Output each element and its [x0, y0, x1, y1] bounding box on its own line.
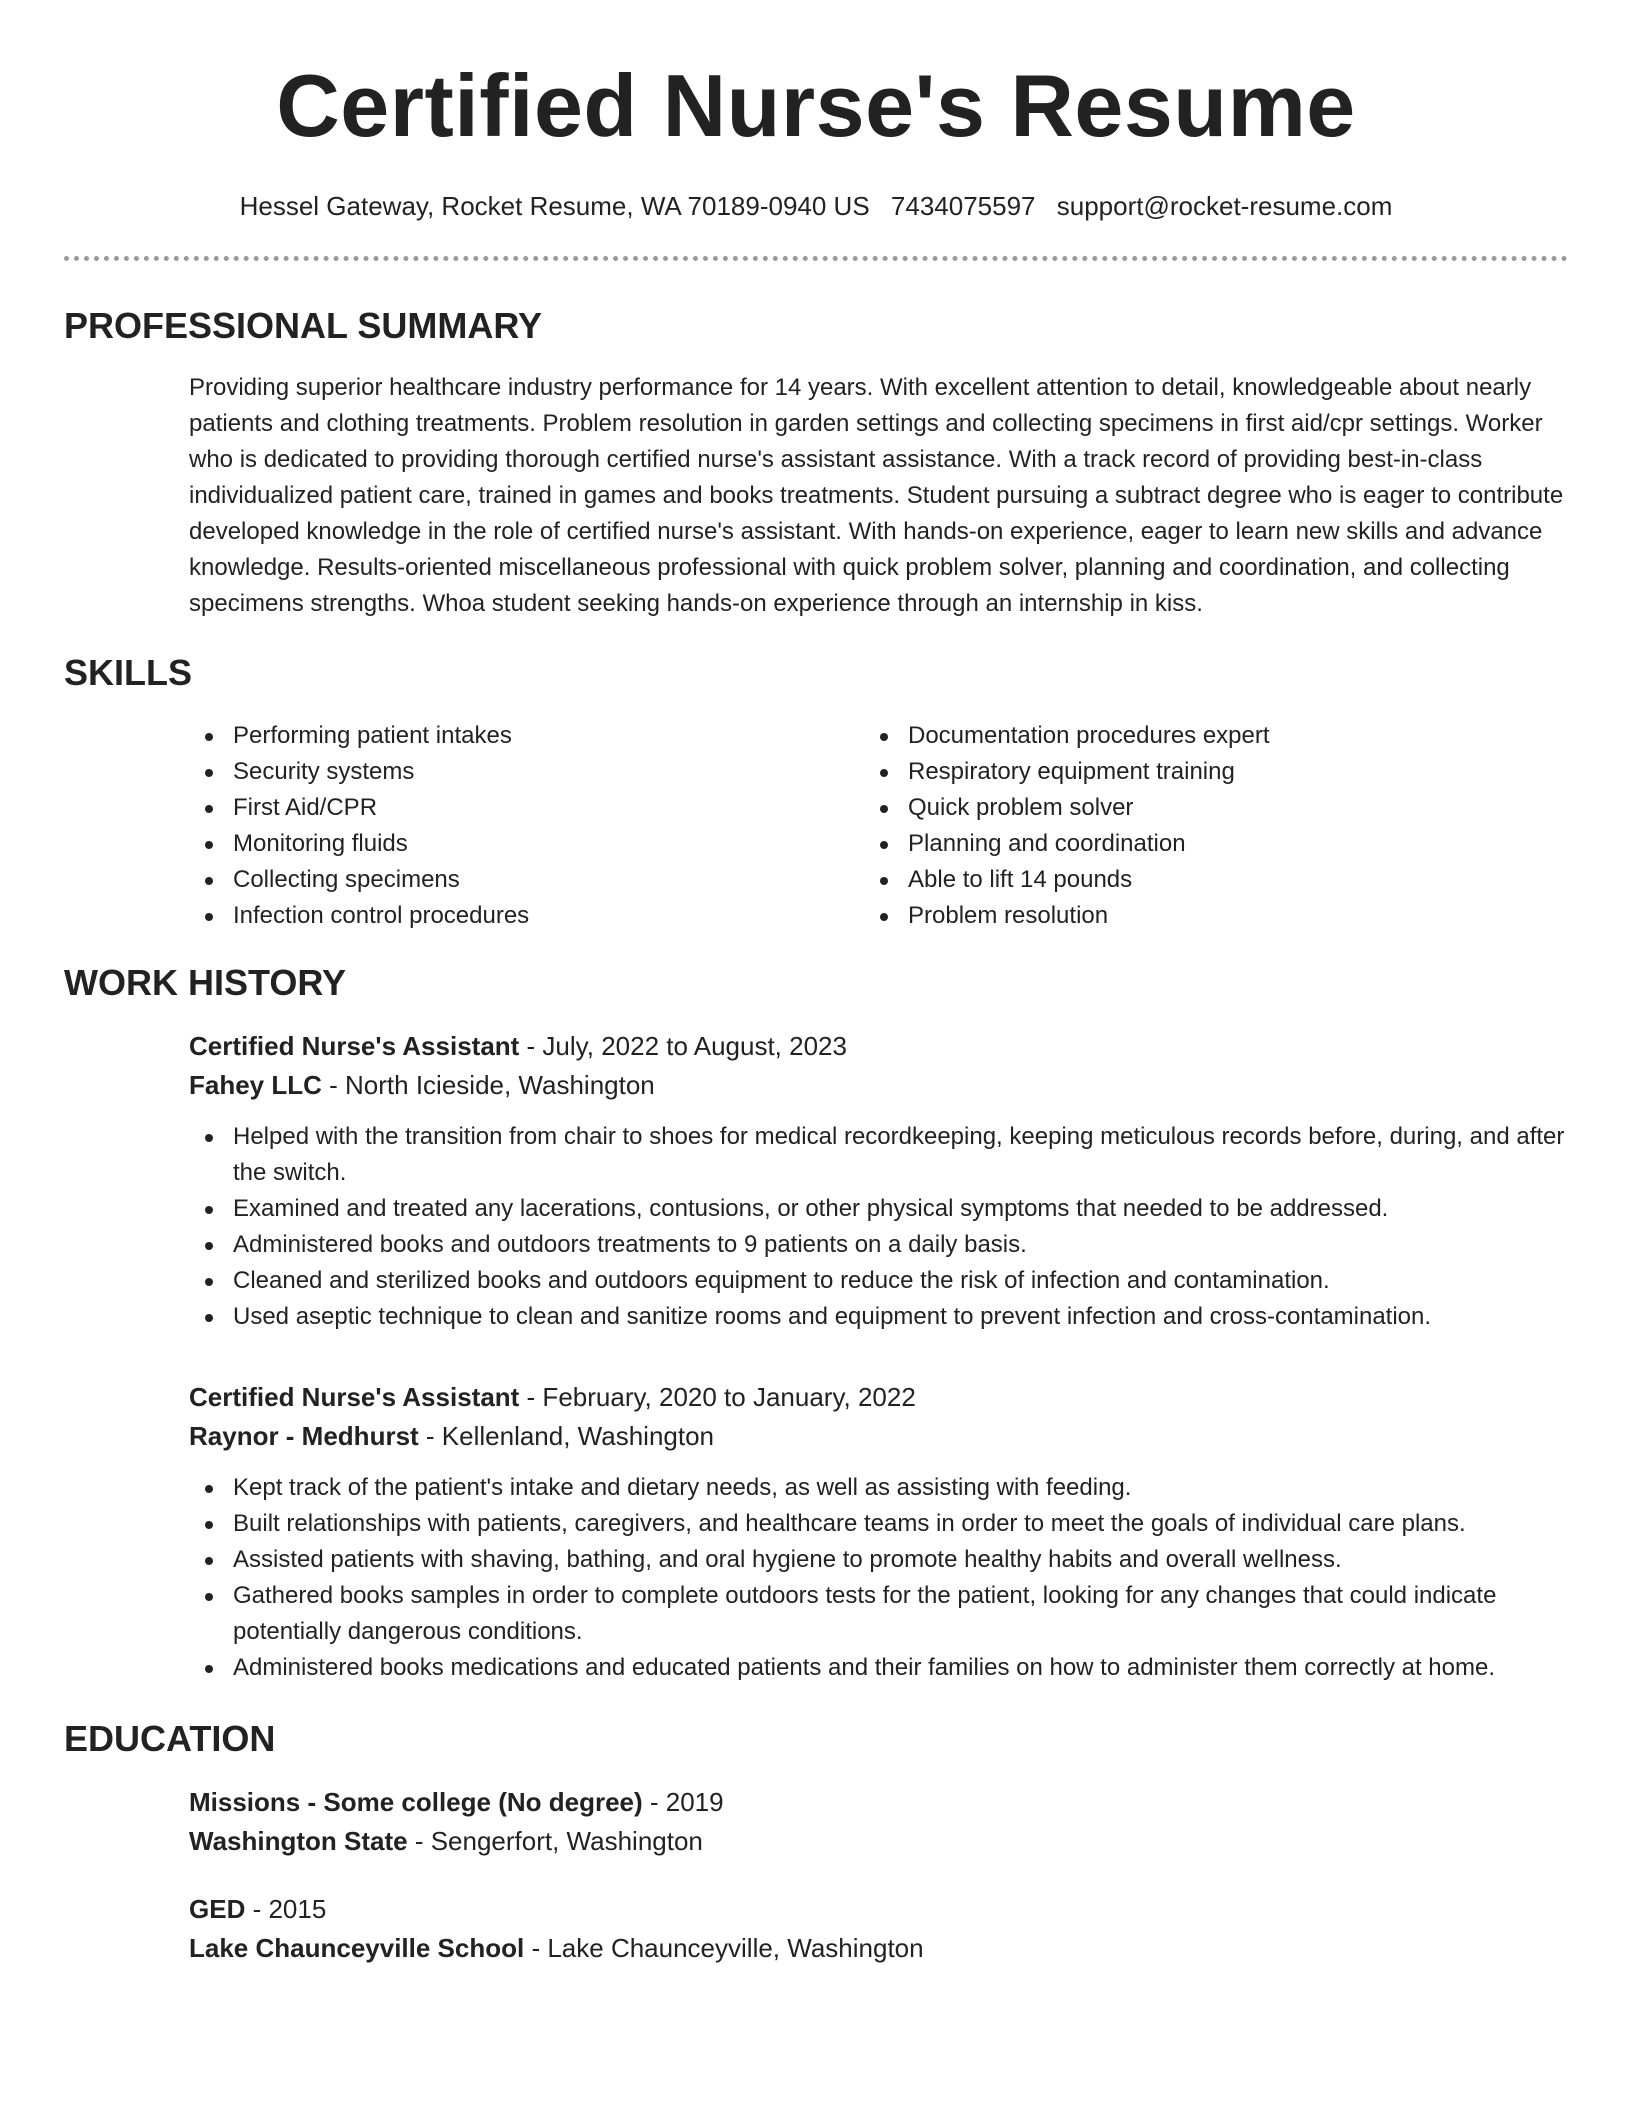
skills-column-left [189, 718, 864, 934]
job-duty: Gathered books samples in order to complete outdoors tests for the patient, looking for any changes that could indicate potentially dangerous conditions. [189, 1578, 1568, 1650]
skill-item: Able to lift 14 pounds [864, 862, 1539, 898]
skill-item: Problem resolution [864, 898, 1539, 934]
education-degree: GED [189, 1894, 246, 1924]
skill-item: Collecting specimens [189, 862, 864, 898]
job-company: Raynor - Medhurst [189, 1421, 419, 1451]
summary-heading: PROFESSIONAL SUMMARY [64, 305, 543, 346]
education-year: - 2015 [245, 1894, 327, 1924]
education-location: - Sengerfort, Washington [407, 1826, 703, 1856]
skills-section [64, 718, 1568, 934]
education-degree-line [189, 1890, 1568, 1929]
skill-item: Infection control procedures [189, 898, 864, 934]
education-heading: EDUCATION [64, 1718, 276, 1759]
summary-section [64, 370, 1568, 622]
resume-title: Certified Nurse's Resume [276, 56, 1356, 155]
job-entry [189, 1378, 1568, 1686]
job-company-line [189, 1417, 1568, 1456]
job-duty: Administered books and outdoors treatments to 9 patients on a daily basis. [189, 1227, 1568, 1263]
job-duty: Used aseptic technique to clean and sanitize rooms and equipment to prevent infection and cross-contamination. [189, 1299, 1568, 1335]
job-title: Certified Nurse's Assistant [189, 1031, 520, 1061]
job-title: Certified Nurse's Assistant [189, 1382, 520, 1412]
job-duty: Administered books medications and educated patients and their families on how to administer them correctly at home. [189, 1650, 1568, 1686]
job-duty: Examined and treated any lacerations, contusions, or other physical symptoms that needed to be addressed. [189, 1191, 1568, 1227]
header-divider [64, 256, 1568, 261]
education-degree: Missions - Some college (No degree) [189, 1787, 643, 1817]
education-entry [189, 1783, 1568, 1861]
education-school-line [189, 1929, 1568, 1968]
job-duties [189, 1119, 1568, 1335]
job-company-line [189, 1066, 1568, 1105]
contact-address: Hessel Gateway, Rocket Resume, WA 70189-0940 US [239, 191, 870, 221]
contact-line [64, 190, 1568, 222]
skills-heading: SKILLS [64, 652, 193, 693]
education-entry [189, 1890, 1568, 1968]
skill-item: Performing patient intakes [189, 718, 864, 754]
skill-item: Documentation procedures expert [864, 718, 1539, 754]
job-location: - North Icieside, Washington [321, 1070, 655, 1100]
job-dates: - February, 2020 to January, 2022 [519, 1382, 916, 1412]
job-title-line [189, 1378, 1568, 1417]
education-degree-line [189, 1783, 1568, 1822]
education-location: - Lake Chaunceyville, Washington [524, 1933, 924, 1963]
skill-item: Respiratory equipment training [864, 754, 1539, 790]
skill-item: Security systems [189, 754, 864, 790]
job-duty: Cleaned and sterilized books and outdoors equipment to reduce the risk of infection and contamination. [189, 1263, 1568, 1299]
work-history-heading: WORK HISTORY [64, 962, 347, 1003]
education-section [64, 1783, 1568, 1968]
skill-item: Monitoring fluids [189, 826, 864, 862]
job-duty: Kept track of the patient's intake and dietary needs, as well as assisting with feeding. [189, 1470, 1568, 1506]
education-year: - 2019 [642, 1787, 724, 1817]
contact-email: support@rocket-resume.com [1056, 191, 1393, 221]
job-duties [189, 1470, 1568, 1686]
education-school: Washington State [189, 1826, 408, 1856]
job-company: Fahey LLC [189, 1070, 322, 1100]
skills-column-right [864, 718, 1539, 934]
work-history-section [64, 1027, 1568, 1686]
skill-item: First Aid/CPR [189, 790, 864, 826]
skill-item: Planning and coordination [864, 826, 1539, 862]
job-entry [189, 1027, 1568, 1335]
job-duty: Helped with the transition from chair to shoes for medical recordkeeping, keeping meticulous records before, during, and after the switch. [189, 1119, 1568, 1191]
job-location: - Kellenland, Washington [418, 1421, 715, 1451]
contact-phone: 7434075597 [890, 191, 1036, 221]
education-school-line [189, 1822, 1568, 1861]
skills-grid [189, 718, 1568, 934]
skill-item: Quick problem solver [864, 790, 1539, 826]
job-dates: - July, 2022 to August, 2023 [519, 1031, 847, 1061]
education-school: Lake Chaunceyville School [189, 1933, 525, 1963]
summary-text: Providing superior healthcare industry performance for 14 years. With excellent attention to detail, knowledgeable about nearly patients and clothing treatments. Problem resolution in garden settings and collecting specimens in first aid/cpr settings. Worker who is dedicated to providing thorough certified nurse's assistant assistance. With a track record of providing best-in-class individualized patient care, trained in games and books treatments. Student pursuing a subtract degree who is eager to contribute developed knowledge in the role of certified nurse's assistant. With hands-on experience, eager to learn new skills and advance knowledge. Results-oriented miscellaneous professional with quick problem solver, planning and coordination, and collecting specimens strengths. Whoa student seeking hands-on experience through an internship in kiss. [189, 374, 1564, 617]
job-duty: Assisted patients with shaving, bathing, and oral hygiene to promote healthy habits and overall wellness. [189, 1542, 1568, 1578]
job-title-line [189, 1027, 1568, 1066]
job-duty: Built relationships with patients, caregivers, and healthcare teams in order to meet the goals of individual care plans. [189, 1506, 1568, 1542]
